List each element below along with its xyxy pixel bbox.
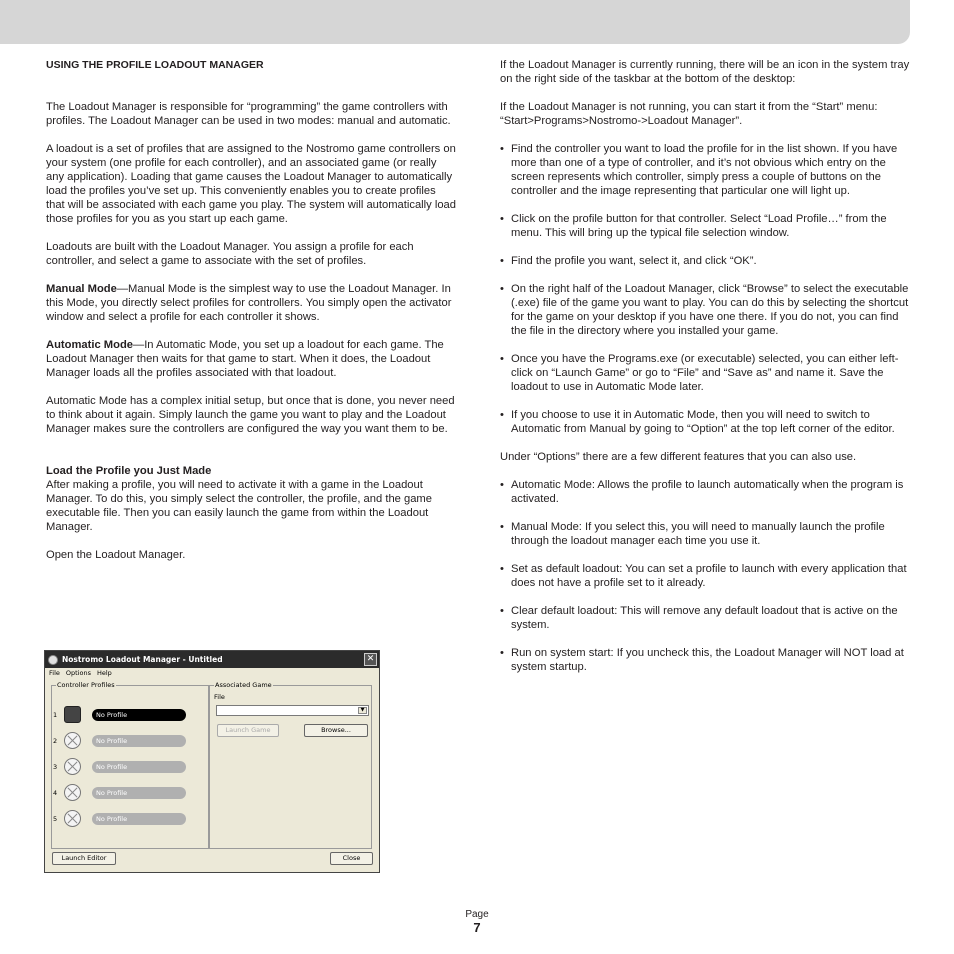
list-item-text: If you choose to use it in Automatic Mode, then you will need to switch to Automatic from Manual by going to “Option” at the top left corner of the editor. <box>511 409 895 435</box>
paragraph-intro: The Loadout Manager is responsible for “programming” the game controllers with profiles. The Loadout Manager can be used in two modes: manual and automatic. <box>46 101 451 127</box>
profile-button[interactable]: No Profile <box>92 761 186 773</box>
bullet-icon: • <box>500 521 504 533</box>
paragraph-system-tray: If the Loadout Manager is currently running, there will be an icon in the system tray on the right side of the taskbar at the bottom of the desktop: <box>500 59 910 85</box>
profile-button[interactable]: No Profile <box>92 787 186 799</box>
controller-row <box>53 810 186 827</box>
bullet-icon: • <box>500 479 504 491</box>
list-item <box>500 646 915 674</box>
controller-number: 5 <box>53 814 58 823</box>
launch-editor-button[interactable]: Launch Editor <box>52 852 116 865</box>
header-band <box>0 0 910 44</box>
left-column <box>46 58 456 576</box>
associated-game-legend: Associated Game <box>215 681 272 689</box>
list-item <box>500 562 915 590</box>
close-button[interactable]: Close <box>330 852 373 865</box>
app-icon <box>48 655 58 665</box>
menu-help[interactable]: Help <box>96 669 112 677</box>
list-item <box>500 408 915 436</box>
paragraph-manual-mode <box>46 282 456 324</box>
list-item <box>500 282 915 338</box>
list-item-text: Click on the profile button for that controller. Select “Load Profile…” from the menu. This will bring up the typical file selection window. <box>511 213 887 239</box>
paragraph-options-intro: Under “Options” there are a few different features that you can also use. <box>500 451 857 463</box>
bullet-icon: • <box>500 647 504 659</box>
profile-button[interactable]: No Profile <box>92 709 186 721</box>
manual-mode-text: —Manual Mode is the simplest way to use the Loadout Manager. In this Mode, you directly select profiles for controllers. You simply open the activator window and select a profile for each controller it shows. <box>46 283 452 323</box>
list-item <box>500 478 915 506</box>
list-item <box>500 212 915 240</box>
bullet-icon: • <box>500 283 504 295</box>
bullet-icon: • <box>500 143 504 155</box>
loadout-manager-window <box>44 650 380 873</box>
paragraph-automatic-mode <box>46 338 456 380</box>
profile-button[interactable]: No Profile <box>92 813 186 825</box>
list-item-text: On the right half of the Loadout Manager, click “Browse” to select the executable (.exe) file of the game you want to play. You can do this by selecting the shortcut for the game on your desktop if you have one there. If you do not, you can find the file in the directory where you installed your game. <box>511 283 909 337</box>
page-label: Page <box>465 909 489 920</box>
list-item-text: Automatic Mode: Allows the profile to launch automatically when the program is activated. <box>511 479 904 505</box>
controller-row <box>53 706 186 723</box>
controller-number: 1 <box>53 710 58 719</box>
controller-disconnected-icon[interactable] <box>64 784 81 801</box>
paragraph-loadout-definition: A loadout is a set of profiles that are assigned to the Nostromo game controllers on your system (one profile for each controller), and an associated game (or really any application). Loading that game causes the Loadout Manager to automatically load the profiles you’ve set up. This conveniently enables you to create profiles that will be associated with each game you play. The system will automatically load those profiles for you as you start up each game. <box>46 143 456 225</box>
section-heading: USING THE PROFILE LOADOUT MANAGER <box>46 59 264 71</box>
list-item-text: Set as default loadout: You can set a profile to launch with every application that does not have a profile set to it already. <box>511 563 907 589</box>
controller-disconnected-icon[interactable] <box>64 810 81 827</box>
bullet-icon: • <box>500 213 504 225</box>
paragraph-loadouts-built: Loadouts are built with the Loadout Manager. You assign a profile for each controller, and select a game to associate with the set of profiles. <box>46 241 414 267</box>
controller-row <box>53 758 186 775</box>
window-title: Nostromo Loadout Manager - Untitled <box>62 655 223 664</box>
paragraph-after-making-profile: After making a profile, you will need to activate it with a game in the Loadout Manager. To do this, you simply select the controller, the profile, and the game executable file. Then you can easily launch the game from within the Loadout Manager. <box>46 479 432 533</box>
list-item-text: Run on system start: If you uncheck this, the Loadout Manager will NOT load at system startup. <box>511 647 904 673</box>
right-column <box>500 58 915 688</box>
bullet-icon: • <box>500 255 504 267</box>
paragraph-open-manager: Open the Loadout Manager. <box>46 549 186 561</box>
list-item-text: Clear default loadout: This will remove any default loadout that is active on the system. <box>511 605 898 631</box>
controller-number: 2 <box>53 736 58 745</box>
file-label: File <box>214 693 225 701</box>
dropdown-arrow-icon[interactable]: ▼ <box>358 707 367 714</box>
list-item <box>500 254 915 268</box>
menu-options[interactable]: Options <box>65 669 91 677</box>
list-item <box>500 352 915 394</box>
gamepad-icon[interactable] <box>64 706 81 723</box>
list-item <box>500 604 915 632</box>
automatic-mode-text: —In Automatic Mode, you set up a loadout for each game. The Loadout Manager then waits for that game to start. When it does, the Loadout Manager loads all the profiles associated with that loadout. <box>46 339 444 379</box>
manual-mode-label: Manual Mode <box>46 283 117 295</box>
list-item <box>500 142 915 198</box>
controller-profiles-legend: Controller Profiles <box>57 681 115 689</box>
controller-number: 4 <box>53 788 58 797</box>
bullet-icon: • <box>500 409 504 421</box>
controller-row <box>53 732 186 749</box>
bullet-icon: • <box>500 353 504 365</box>
menu-file[interactable]: File <box>49 669 60 677</box>
list-item-text: Once you have the Programs.exe (or executable) selected, you can either left-click on “Launch Game” or go to “File” and “Save as” and name it. Save the loadout to use in Automatic Mode later. <box>511 353 899 393</box>
list-item-text: Find the controller you want to load the profile for in the list shown. If you have more than one of a type of controller, and it’s not obvious which entry on the screen represents which controller, simply press a couple of buttons on the controller and the image representing that particular one will light up. <box>511 143 898 197</box>
automatic-mode-label: Automatic Mode <box>46 339 134 351</box>
menu-bar <box>45 668 379 678</box>
subheading-load-profile: Load the Profile you Just Made <box>46 465 212 477</box>
controller-number: 3 <box>53 762 58 771</box>
page-number: 7 <box>473 920 481 935</box>
profile-button[interactable]: No Profile <box>92 735 186 747</box>
bullet-icon: • <box>500 563 504 575</box>
list-item <box>500 520 915 548</box>
list-item-text: Manual Mode: If you select this, you will need to manually launch the profile through the loadout manager each time you use it. <box>511 521 885 547</box>
list-item-text: Find the profile you want, select it, and click “OK”. <box>511 255 757 267</box>
paragraph-start-menu: If the Loadout Manager is not running, you can start it from the “Start” menu: “Start>Programs>Nostromo->Loadout Manager”. <box>500 101 878 127</box>
controller-row <box>53 784 186 801</box>
launch-game-button[interactable]: Launch Game <box>217 724 279 737</box>
controller-disconnected-icon[interactable] <box>64 732 81 749</box>
paragraph-automatic-setup: Automatic Mode has a complex initial setup, but once that is done, you never need to think about it again. Simply launch the game you want to play and the Loadout Manager makes sure the controllers are configured the way you want them to be. <box>46 395 455 435</box>
page-footer <box>0 909 954 935</box>
window-titlebar <box>45 651 379 668</box>
bullet-icon: • <box>500 605 504 617</box>
game-file-combobox[interactable] <box>216 705 369 716</box>
browse-button[interactable]: Browse... <box>304 724 368 737</box>
window-close-icon[interactable]: ✕ <box>364 653 377 666</box>
controller-disconnected-icon[interactable] <box>64 758 81 775</box>
